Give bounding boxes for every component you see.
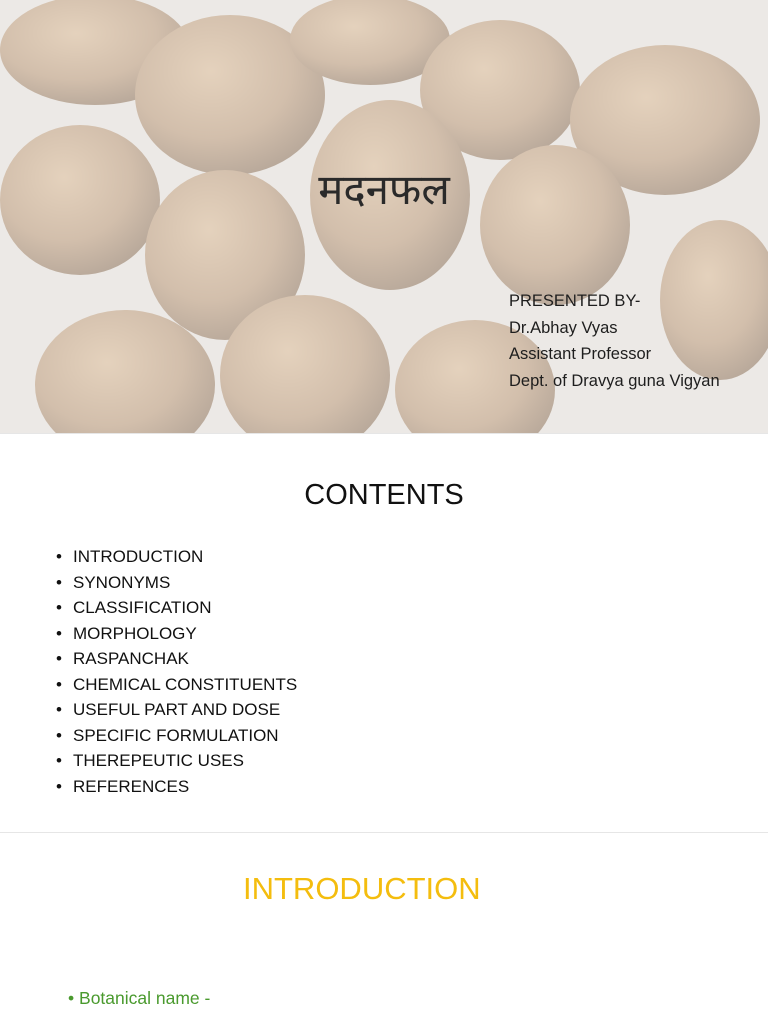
bullet-icon: • — [56, 547, 62, 566]
contents-heading: CONTENTS — [304, 479, 464, 511]
introduction-heading: INTRODUCTION — [243, 871, 481, 906]
list-item-label: CLASSIFICATION — [73, 598, 212, 617]
list-item — [56, 646, 297, 672]
presenter-info — [509, 288, 720, 394]
bullet-icon: • — [68, 988, 75, 1008]
bullet-icon: • — [56, 623, 62, 643]
bullet-icon: • — [56, 725, 62, 745]
list-item — [56, 672, 297, 698]
bullet-icon: • — [56, 700, 62, 719]
contents-slide — [0, 433, 768, 832]
list-item-label: USEFUL PART AND DOSE — [73, 700, 281, 719]
list-item — [56, 723, 297, 749]
list-item-label: SYNONYMS — [73, 572, 171, 592]
list-item-label: RASPANCHAK — [73, 649, 189, 668]
bullet-point-label: Botanical name - — [79, 988, 211, 1008]
list-item — [56, 774, 297, 800]
list-item-label: INTRODUCTION — [73, 547, 204, 566]
list-item — [56, 748, 297, 774]
bullet-icon: • — [56, 751, 62, 770]
bullet-icon: • — [56, 572, 62, 592]
introduction-slide — [0, 832, 768, 1026]
presenter-line: Assistant Professor — [509, 345, 652, 363]
list-item — [56, 621, 297, 647]
list-item — [56, 570, 297, 596]
slide-title: मदनफल — [318, 165, 450, 214]
list-item — [56, 544, 297, 570]
bullet-icon: • — [56, 598, 62, 617]
list-item-label: THEREPEUTIC USES — [73, 751, 244, 770]
list-item-label: MORPHOLOGY — [73, 623, 197, 643]
title-slide — [0, 0, 768, 433]
list-item-label: CHEMICAL CONSTITUENTS — [73, 674, 298, 694]
list-item-label: REFERENCES — [73, 776, 190, 796]
contents-list — [56, 544, 297, 799]
presenter-line: Dr.Abhay Vyas — [509, 318, 618, 337]
list-item — [56, 697, 297, 723]
bullet-point — [68, 988, 210, 1009]
list-item — [56, 595, 297, 621]
presenter-line: PRESENTED BY- — [509, 292, 641, 310]
bullet-icon: • — [56, 649, 62, 668]
bullet-icon: • — [56, 776, 62, 796]
bullet-icon: • — [56, 674, 62, 694]
presenter-line: Dept. of Dravya guna Vigyan — [509, 371, 720, 390]
list-item-label: SPECIFIC FORMULATION — [73, 725, 279, 745]
